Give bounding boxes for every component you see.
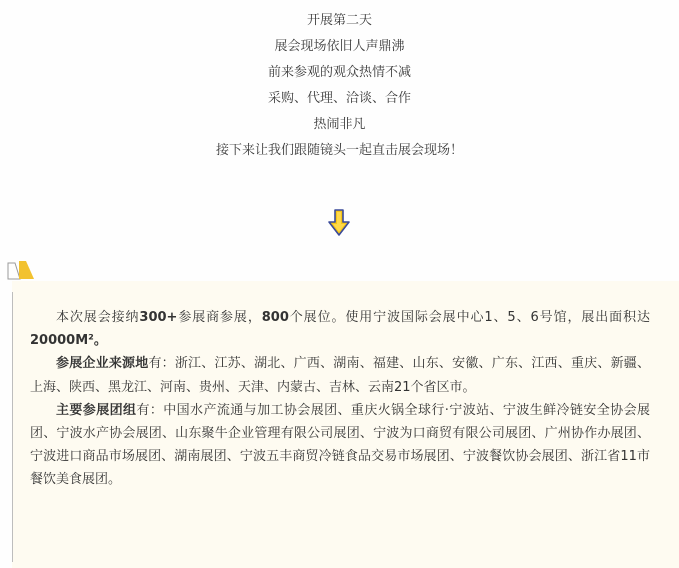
exhibit-area: 20000M²。 <box>30 333 107 349</box>
down-arrow-icon <box>327 208 351 238</box>
booth-count: 800 <box>261 310 289 325</box>
intro-line: 热闹非凡 <box>313 117 366 132</box>
paragraph-origins <box>30 352 650 398</box>
p1-text-1: 本次展会接纳 <box>56 310 140 325</box>
intro-line: 接下来让我们跟随镜头一起直击展会现场！ <box>215 143 463 158</box>
panel-left-border <box>12 292 13 562</box>
intro-line: 前来参观的观众热情不减 <box>267 65 411 80</box>
delegations-label: 主要参展团组 <box>56 402 137 418</box>
intro-block <box>0 8 679 164</box>
delegations-text: 有：中国水产流通与加工协会展团、重庆火锅全球行·宁波站、宁波生鲜冷链安全协会展团、宁波水产协会展团、山东聚牛企业管理有限公司展团、宁波为口商贸有限公司展团、广州协作办展团、宁波进口商品市场展团、湖南展团、宁波五丰商贸冷链食品交易市场展团、宁波餐饮协会展团、浙江省11市餐饮美食展团。 <box>30 402 650 488</box>
p1-text-2: 参展商参展， <box>177 310 262 325</box>
paragraph-venue <box>30 306 650 352</box>
intro-line: 采购、代理、洽谈、合作 <box>267 91 411 106</box>
exhibitor-count: 300+ <box>139 310 178 325</box>
origins-label: 参展企业来源地 <box>56 356 149 372</box>
paragraph-delegations <box>30 399 650 492</box>
intro-line: 开展第二天 <box>306 13 372 28</box>
intro-line: 展会现场依旧人声鼎沸 <box>274 39 405 54</box>
article-body <box>30 306 650 492</box>
origins-text: 有：浙江、江苏、湖北、广西、湖南、福建、山东、安徽、广东、江西、重庆、新疆、上海、陕西、黑龙江、河南、贵州、天津、内蒙古、吉林、云南21个省区市。 <box>30 356 650 395</box>
corner-flag-icon <box>6 257 38 281</box>
p1-text-3: 个展位。使用宁波国际会展中心1、5、6号馆，展出面积达 <box>288 310 650 325</box>
